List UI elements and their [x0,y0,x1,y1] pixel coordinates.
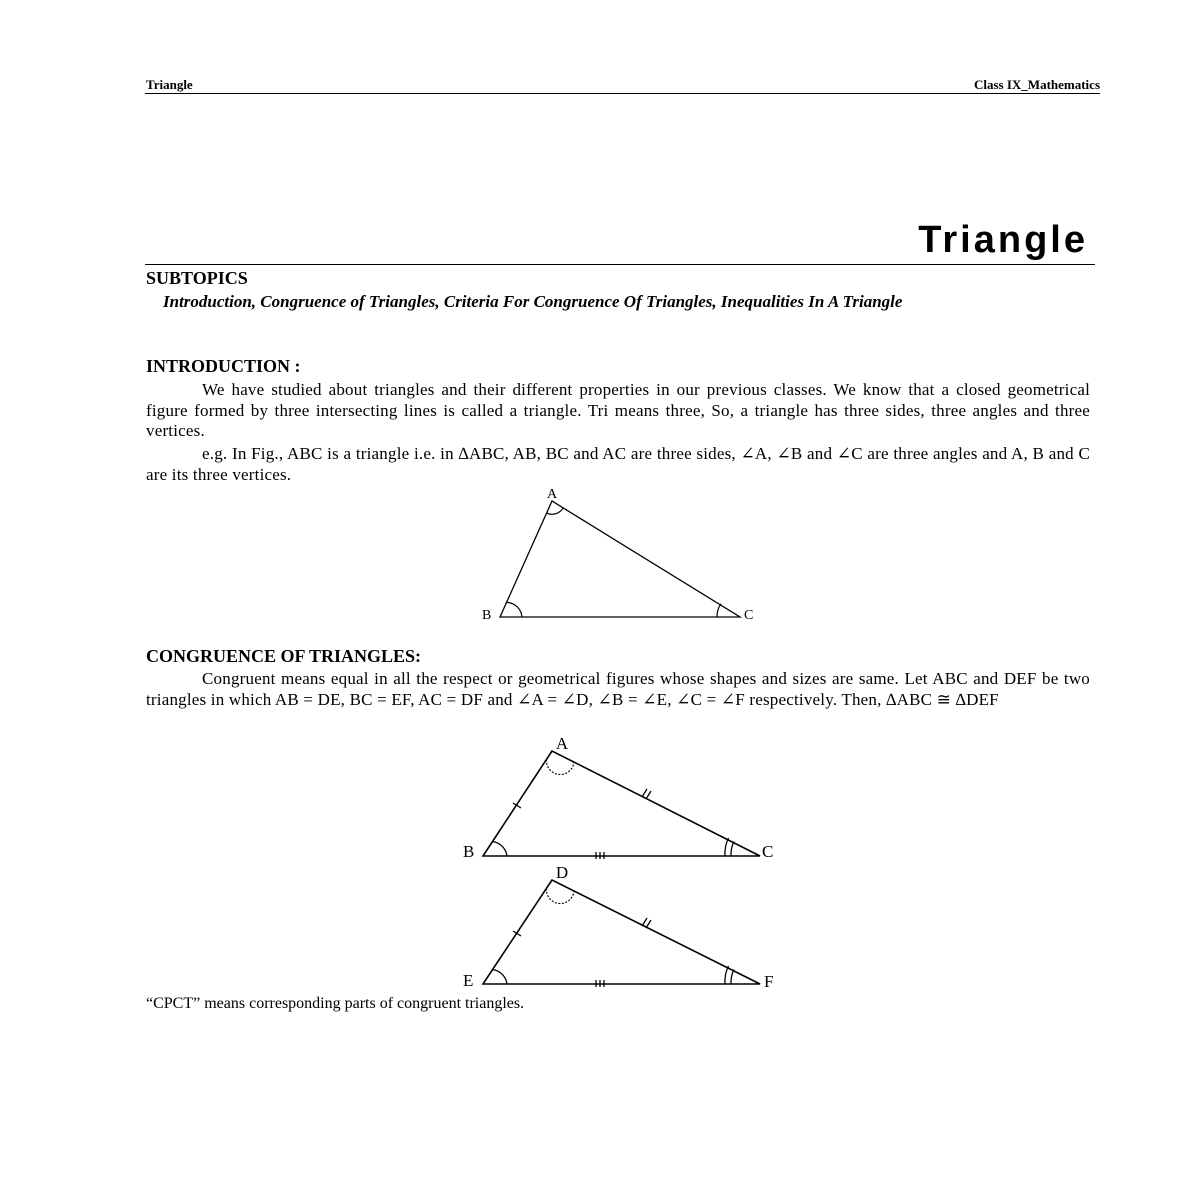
angle-c-arc-2b [725,838,729,856]
triangle-abc-congruent-figure [455,733,785,863]
tick-ac-1 [642,789,647,797]
header-right: Class IX_Mathematics [973,77,1100,92]
angle-b-arc-2 [493,842,508,857]
angle-a-arc-2 [546,759,574,774]
tick-df-2 [646,920,651,928]
vertex-b2-label: B [463,842,475,861]
angle-b-arc [507,602,523,617]
subtopics-heading: SUBTOPICS [146,268,248,288]
vertex-c2-label: C [762,842,774,861]
tick-df-1 [642,918,647,926]
subtopics-text: Introduction, Congruence of Triangles, Criteria For Congruence Of Triangles, Inequalities In A Triangle [163,292,903,311]
triangle-def [483,880,760,984]
introduction-heading: INTRODUCTION : [146,356,301,376]
angle-d-arc [546,888,574,903]
header-left: Triangle [146,77,193,92]
angle-f-arc-b [725,966,729,984]
angle-c-arc [717,604,721,617]
angle-f-arc-a [731,970,734,985]
triangle-abc-2 [483,751,760,856]
cpct-note: “CPCT” means corresponding parts of congruent triangles. [146,995,525,1012]
congruence-paragraph: Congruent means equal in all the respect or geometrical figures whose shapes and sizes are same. Let ABC and DEF be two triangles in which AB = DE, BC = EF, AC = DF and ∠A = ∠D, ∠B = ∠E, ∠C = ∠F respectively. Then, ∆ABC ≅ ∆DEF [146,669,1090,709]
vertex-a-label: A [546,487,558,502]
vertex-d-label: D [555,863,569,882]
triangle-def-figure [455,862,785,992]
angle-c-arc-2a [731,842,734,857]
title-rule [145,264,1095,265]
vertex-c-label: C [744,608,754,623]
tick-ac-2 [646,791,651,799]
triangle-abc-figure [470,485,770,625]
introduction-paragraph-1: We have studied about triangles and their different properties in our previous classes. We know that a closed geometrical figure formed by three intersecting lines is called a triangle. Tri means three, So, a triangle has three sides, three angles and three vertices. [146,380,1090,440]
vertex-f-label: F [764,972,774,991]
vertex-a2-label: A [555,734,569,753]
triangle-abc [500,501,740,617]
vertex-e-label: E [463,971,474,990]
vertex-b-label: B [482,608,492,623]
introduction-paragraph-2: e.g. In Fig., ABC is a triangle i.e. in ∆ABC, AB, BC and AC are three sides, ∠A, ∠B and ∠C are three angles and A, B and C are its three vertices. [146,444,1090,484]
angle-e-arc [493,970,508,985]
congruence-heading: CONGRUENCE OF TRIANGLES: [146,646,422,666]
header-rule [145,93,1100,94]
page-title: Triangle [918,219,1088,261]
